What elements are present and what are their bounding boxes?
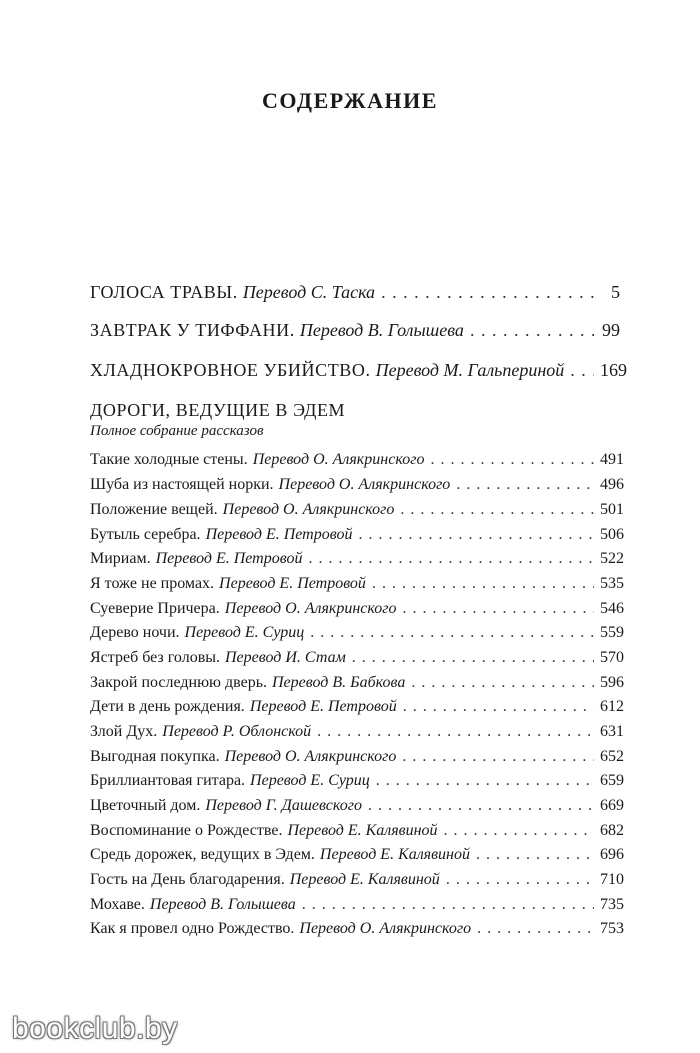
story-entry — [90, 871, 624, 889]
entry-translator: Перевод Г. Дашевского — [205, 797, 362, 814]
entry-page-number: 696 — [600, 846, 624, 863]
story-entry — [90, 575, 624, 593]
dot-leader — [456, 476, 594, 494]
entry-title: Суеверие Причера. — [90, 600, 220, 617]
entry-translator: Перевод В. Бабкова — [272, 674, 406, 691]
site-watermark: bookclub.by — [12, 1012, 178, 1045]
entry-title: Злой Дух. — [90, 723, 158, 740]
entry-page-number: 501 — [600, 501, 624, 518]
entry-title: Гость на День благодарения. — [90, 871, 285, 888]
entry-page-number: 506 — [600, 526, 624, 543]
entry-title: Закрой последнюю дверь. — [90, 674, 267, 691]
dot-leader — [476, 846, 594, 864]
entry-title: Дерево ночи. — [90, 624, 180, 641]
entry-title: Я тоже не промах. — [90, 575, 215, 592]
story-entry — [90, 550, 624, 568]
entry-translator: Перевод Е. Калявиной — [319, 846, 470, 863]
dot-leader — [372, 575, 594, 593]
story-entry — [90, 772, 624, 790]
page-title: СОДЕРЖАНИЕ — [262, 88, 438, 113]
dot-leader — [376, 772, 594, 790]
entry-translator: Перевод Е. Калявиной — [289, 871, 440, 888]
entry-page-number: 753 — [600, 920, 624, 937]
dot-leader — [352, 649, 594, 667]
story-entry — [90, 723, 624, 741]
dot-leader — [402, 748, 594, 766]
entry-page-number: 596 — [600, 674, 624, 691]
entry-translator: Перевод О. Алякринского — [224, 600, 397, 617]
entry-title: Бутыль серебра. — [90, 526, 201, 543]
entry-title: Дети в день рождения. — [90, 698, 245, 715]
entry-title: Средь дорожек, ведущих в Эдем. — [90, 846, 315, 863]
entry-translator: Перевод О. Алякринского — [299, 920, 472, 937]
entry-page-number: 652 — [600, 748, 624, 765]
dot-leader — [430, 451, 594, 469]
dot-leader — [381, 282, 594, 303]
dot-leader — [403, 698, 594, 716]
dot-leader — [446, 871, 594, 889]
story-entry — [90, 624, 624, 642]
story-entry — [90, 698, 624, 716]
toc-entry — [90, 282, 620, 303]
entry-translator: Перевод О. Алякринского — [252, 451, 425, 468]
entry-page-number: 659 — [600, 772, 624, 789]
entry-title: Мириам. — [90, 550, 151, 567]
entry-translator: Перевод В. Голышева — [149, 896, 296, 913]
entry-title: Бриллиантовая гитара. — [90, 772, 246, 789]
entry-page-number: 735 — [600, 896, 624, 913]
entry-translator: Перевод Е. Петровой — [219, 575, 366, 592]
entry-page-number: 535 — [600, 575, 624, 592]
entry-page-number: 99 — [602, 320, 620, 340]
entry-page-number: 522 — [600, 550, 624, 567]
entry-translator: Перевод С. Таска — [242, 282, 376, 302]
dot-leader — [400, 501, 594, 519]
dot-leader — [411, 674, 594, 692]
dot-leader — [570, 360, 594, 381]
dot-leader — [444, 822, 594, 840]
entry-page-number: 169 — [600, 360, 627, 380]
entry-title: Как я провел одно Рождество. — [90, 920, 295, 937]
entry-title: Ястреб без головы. — [90, 649, 220, 666]
dot-leader — [310, 624, 594, 642]
entry-page-number: 491 — [600, 451, 624, 468]
entry-page-number: 710 — [600, 871, 624, 888]
story-entry — [90, 600, 624, 618]
dot-leader — [403, 600, 594, 618]
story-entry — [90, 674, 624, 692]
toc-entry — [90, 360, 627, 381]
entry-translator: Перевод О. Алякринского — [278, 476, 451, 493]
toc-entry — [90, 320, 620, 341]
dot-leader — [477, 920, 594, 938]
story-entry — [90, 526, 624, 544]
story-entry — [90, 846, 624, 864]
entry-page-number: 5 — [611, 282, 620, 302]
entry-title: ГОЛОСА ТРАВЫ. — [90, 282, 238, 302]
entry-translator: Перевод Р. Облонской — [162, 723, 312, 740]
entry-page-number: 570 — [600, 649, 624, 666]
entry-title: ЗАВТРАК У ТИФФАНИ. — [90, 320, 295, 340]
entry-page-number: 631 — [600, 723, 624, 740]
story-entry — [90, 649, 624, 667]
entry-page-number: 669 — [600, 797, 624, 814]
entry-translator: Перевод Е. Петровой — [205, 526, 353, 543]
story-entry — [90, 920, 624, 938]
entry-translator: Перевод Е. Калявиной — [287, 822, 438, 839]
entry-page-number: 612 — [600, 698, 624, 715]
entry-title: Шуба из настоящей норки. — [90, 476, 274, 493]
entry-title: Цветочный дом. — [90, 797, 201, 814]
entry-title: Мохаве. — [90, 896, 145, 913]
entry-title: Положение вещей. — [90, 501, 218, 518]
story-entry — [90, 451, 624, 469]
entry-translator: Перевод Е. Суриц — [250, 772, 370, 789]
entry-page-number: 546 — [600, 600, 624, 617]
story-entry — [90, 501, 624, 519]
story-entry — [90, 748, 624, 766]
entry-translator: Перевод Е. Петровой — [155, 550, 303, 567]
entry-page-number: 559 — [600, 624, 624, 641]
entry-title: Такие холодные стены. — [90, 451, 248, 468]
dot-leader — [302, 896, 594, 914]
story-entry — [90, 476, 624, 494]
entry-title: ХЛАДНОКРОВНОЕ УБИЙСТВО. — [90, 360, 371, 380]
dot-leader — [470, 320, 594, 341]
entry-translator: Перевод И. Стам — [225, 649, 346, 666]
story-entry — [90, 797, 624, 815]
entry-translator: Перевод М. Гальпериной — [375, 360, 565, 380]
entry-title: Выгодная покупка. — [90, 748, 220, 765]
entry-page-number: 682 — [600, 822, 624, 839]
dot-leader — [358, 526, 594, 544]
story-entry — [90, 896, 624, 914]
entry-translator: Перевод О. Алякринского — [222, 501, 395, 518]
section-heading: ДОРОГИ, ВЕДУЩИЕ В ЭДЕМ — [90, 400, 346, 420]
dot-leader — [317, 723, 594, 741]
entry-title: Воспоминание о Рождестве. — [90, 822, 283, 839]
entry-page-number: 496 — [600, 476, 624, 493]
story-entry — [90, 822, 624, 840]
entry-translator: Перевод Е. Суриц — [184, 624, 305, 641]
entry-translator: Перевод Е. Петровой — [249, 698, 397, 715]
entry-translator: Перевод В. Голышева — [299, 320, 464, 340]
section-subtitle: Полное собрание рассказов — [90, 423, 264, 439]
dot-leader — [308, 550, 594, 568]
entry-translator: Перевод О. Алякринского — [224, 748, 397, 765]
dot-leader — [368, 797, 594, 815]
